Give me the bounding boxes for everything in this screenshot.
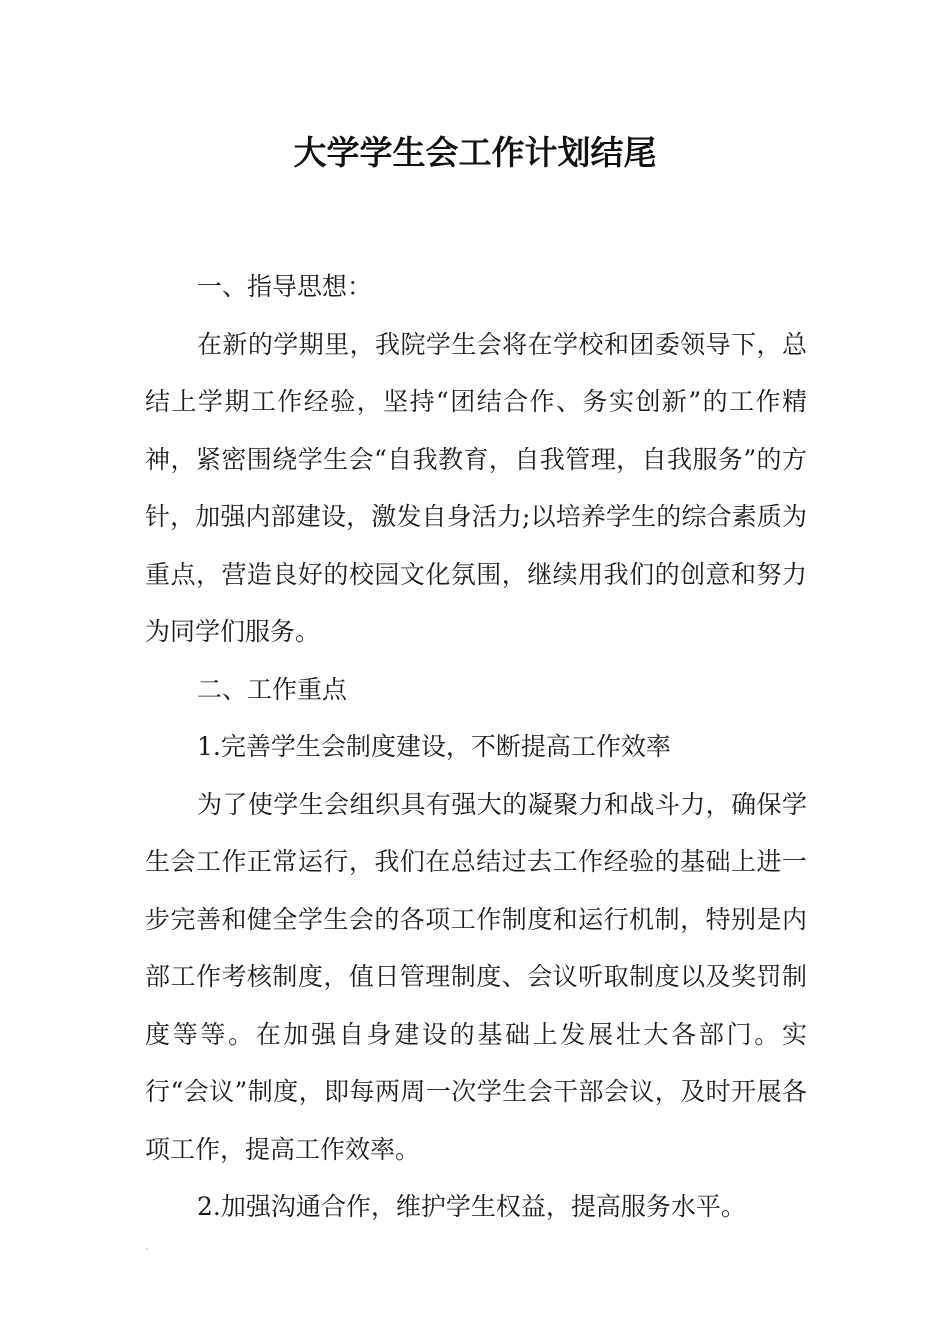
section-heading-work-focus: 二、工作重点 bbox=[197, 674, 348, 704]
section-heading-guiding-thought: 一、指导思想： bbox=[197, 272, 373, 301]
item-heading-communication: 2.加强沟通合作，维护学生权益，提高服务水平。 bbox=[197, 1192, 746, 1221]
document-body bbox=[145, 258, 807, 1236]
page-speck bbox=[146, 1248, 148, 1250]
document-title: 大学学生会工作计划结尾 bbox=[293, 133, 657, 172]
paragraph-system-building: 为了使学生会组织具有强大的凝聚力和战斗力，确保学生会工作正常运行，我们在总结过去工作经验的基础上进一步完善和健全学生会的各项工作制度和运行机制，特别是内部工作考核制度，值日管理制度、会议听取制度以及奖罚制度等等。在加强自身建设的基础上发展壮大各部门。实行“会议”制度，即每两周一次学生会干部会议，及时开展各项工作，提高工作效率。 bbox=[145, 789, 807, 1164]
paragraph-guiding-thought: 在新的学期里，我院学生会将在学校和团委领导下，总结上学期工作经验，坚持“团结合作、务实创新”的工作精神，紧密围绕学生会“自我教育，自我管理，自我服务”的方针，加强内部建设，激发自身活力;以培养学生的综合素质为重点，营造良好的校园文化氛围，继续用我们的创意和努力为同学们服务。 bbox=[145, 329, 807, 646]
item-heading-system-building: 1.完善学生会制度建设，不断提高工作效率 bbox=[197, 732, 671, 761]
